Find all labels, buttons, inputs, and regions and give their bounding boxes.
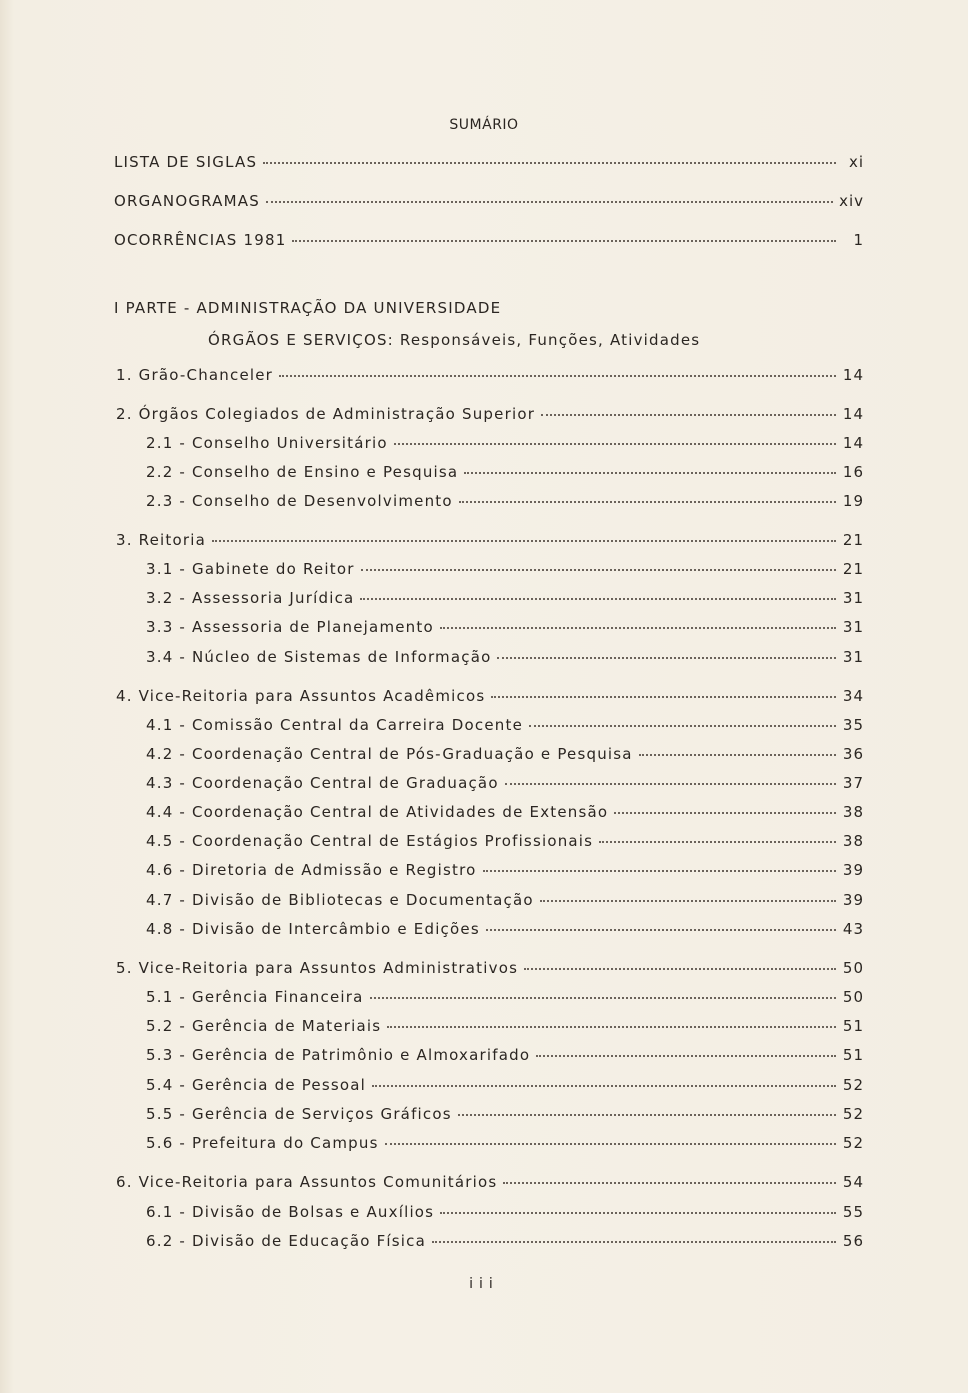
toc-subentry-row [146, 745, 864, 767]
dot-leader [483, 869, 837, 872]
toc-label: 5. Vice-Reitoria para Assuntos Administrativos [116, 959, 519, 977]
toc-label: 5.4 - Gerência de Pessoal [146, 1076, 367, 1094]
dot-leader [370, 996, 836, 999]
dot-leader [505, 782, 836, 785]
toc-subentry-row [146, 1203, 864, 1225]
dot-leader [529, 724, 836, 727]
toc-label: 4.5 - Coordenação Central de Estágios Profissionais [146, 832, 594, 850]
dot-leader [536, 1054, 836, 1057]
toc-label: 5.5 - Gerência de Serviços Gráficos [146, 1105, 452, 1123]
toc-page: 19 [842, 492, 864, 510]
toc-label: ORGANOGRAMAS [114, 192, 260, 210]
dot-leader [614, 811, 836, 814]
toc-subentry-row [146, 434, 864, 456]
toc-label: 4.2 - Coordenação Central de Pós-Graduação e Pesquisa [146, 745, 633, 763]
toc-subentry-row [146, 1017, 864, 1039]
part-subheading: ÓRGÃOS E SERVIÇOS: Responsáveis, Funções, Atividades [208, 331, 701, 349]
toc-label: LISTA DE SIGLAS [114, 153, 258, 171]
toc-page: 36 [842, 745, 864, 763]
toc-page: 31 [842, 648, 864, 666]
dot-leader [279, 374, 836, 377]
toc-subentry-row [146, 803, 864, 825]
dot-leader [497, 656, 836, 659]
dot-leader [360, 597, 836, 600]
toc-page: 52 [842, 1076, 864, 1094]
dot-leader [387, 1025, 836, 1028]
toc-label: OCORRÊNCIAS 1981 [114, 231, 287, 249]
toc-subentry-row [146, 560, 864, 582]
toc-label: 2.1 - Conselho Universitário [146, 434, 388, 452]
toc-page: 50 [842, 959, 864, 977]
toc-label: 1. Grão-Chanceler [116, 366, 274, 384]
toc-subentry-row [146, 716, 864, 738]
toc-row-front [114, 231, 864, 253]
dot-leader [266, 200, 833, 203]
toc-subentry-row [146, 1232, 864, 1254]
dot-leader [486, 928, 836, 931]
dot-leader [599, 840, 836, 843]
page-number-footer: iii [469, 1276, 499, 1292]
dot-leader [541, 413, 836, 416]
toc-label: 4.1 - Comissão Central da Carreira Docente [146, 716, 524, 734]
dot-leader [464, 471, 836, 474]
toc-label: 5.1 - Gerência Financeira [146, 988, 364, 1006]
toc-label: 5.2 - Gerência de Materiais [146, 1017, 382, 1035]
toc-label: 3.3 - Assessoria de Planejamento [146, 618, 434, 636]
toc-page: 38 [842, 832, 864, 850]
toc-page: 14 [842, 434, 864, 452]
toc-page: 31 [842, 618, 864, 636]
toc-subentry-row [146, 492, 864, 514]
toc-page: 35 [842, 716, 864, 734]
toc-label: 2.2 - Conselho de Ensino e Pesquisa [146, 463, 459, 481]
toc-page: 31 [842, 589, 864, 607]
toc-subentry-row [146, 988, 864, 1010]
toc-label: 6.2 - Divisão de Educação Física [146, 1232, 426, 1250]
dot-leader [440, 626, 836, 629]
toc-page: 50 [842, 988, 864, 1006]
toc-label: 3. Reitoria [116, 531, 207, 549]
toc-entry-row [116, 687, 864, 709]
toc-label: 3.1 - Gabinete do Reitor [146, 560, 355, 578]
toc-page: xiv [839, 192, 864, 210]
toc-page: 38 [842, 803, 864, 821]
toc-label: 2. Órgãos Colegiados de Administração Superior [116, 405, 536, 423]
toc-label: 5.6 - Prefeitura do Campus [146, 1134, 379, 1152]
dot-leader [458, 1113, 836, 1116]
dot-leader [491, 695, 836, 698]
dot-leader [432, 1240, 836, 1243]
toc-entry-row [116, 405, 864, 427]
toc-page: 14 [842, 366, 864, 384]
dot-leader [372, 1084, 836, 1087]
toc-page: 43 [842, 920, 864, 938]
toc-subentry-row [146, 648, 864, 670]
toc-label: 4. Vice-Reitoria para Assuntos Acadêmicos [116, 687, 486, 705]
toc-page: 51 [842, 1046, 864, 1064]
dot-leader [394, 442, 836, 445]
toc-label: 4.4 - Coordenação Central de Atividades de Extensão [146, 803, 609, 821]
toc-page: xi [848, 153, 864, 171]
toc-label: 6. Vice-Reitoria para Assuntos Comunitários [116, 1173, 498, 1191]
toc-row-front [114, 192, 864, 214]
toc-label: 4.3 - Coordenação Central de Graduação [146, 774, 499, 792]
dot-leader [263, 161, 836, 164]
toc-page: 21 [842, 531, 864, 549]
toc-page: 14 [842, 405, 864, 423]
toc-row-front [114, 153, 864, 175]
dot-leader [292, 239, 836, 242]
dot-leader [639, 753, 836, 756]
toc-page: 21 [842, 560, 864, 578]
toc-page: 52 [842, 1105, 864, 1123]
toc-page: 54 [842, 1173, 864, 1191]
toc-label: 3.4 - Núcleo de Sistemas de Informação [146, 648, 492, 666]
toc-page: 37 [842, 774, 864, 792]
toc-label: 4.7 - Divisão de Bibliotecas e Documentação [146, 891, 534, 909]
toc-subentry-row [146, 891, 864, 913]
toc-subentry-row [146, 618, 864, 640]
toc-label: 3.2 - Assessoria Jurídica [146, 589, 355, 607]
toc-entry-row [116, 531, 864, 553]
toc-page: 51 [842, 1017, 864, 1035]
dot-leader [440, 1211, 836, 1214]
toc-entry-row [116, 366, 864, 388]
dot-leader [540, 899, 836, 902]
toc-subentry-row [146, 1134, 864, 1156]
toc-page: 56 [842, 1232, 864, 1250]
toc-page: 1 [853, 231, 864, 249]
toc-page: 39 [842, 891, 864, 909]
dot-leader [503, 1181, 836, 1184]
toc-page: 16 [842, 463, 864, 481]
toc-label: 2.3 - Conselho de Desenvolvimento [146, 492, 453, 510]
part-heading: I PARTE - ADMINISTRAÇÃO DA UNIVERSIDADE [114, 299, 502, 317]
toc-subentry-row [146, 1105, 864, 1127]
toc-page: 39 [842, 861, 864, 879]
toc-entry-row [116, 1173, 864, 1195]
toc-subentry-row [146, 861, 864, 883]
dot-leader [212, 539, 836, 542]
toc-page: 52 [842, 1134, 864, 1152]
toc-entry-row [116, 959, 864, 981]
dot-leader [361, 568, 836, 571]
toc-label: 5.3 - Gerência de Patrimônio e Almoxarifado [146, 1046, 531, 1064]
toc-subentry-row [146, 832, 864, 854]
toc-subentry-row [146, 1076, 864, 1098]
toc-label: 4.8 - Divisão de Intercâmbio e Edições [146, 920, 480, 938]
toc-subentry-row [146, 589, 864, 611]
page-title: SUMÁRIO [449, 117, 519, 133]
toc-subentry-row [146, 920, 864, 942]
toc-page: 34 [842, 687, 864, 705]
toc-page: 55 [842, 1203, 864, 1221]
toc-subentry-row [146, 774, 864, 796]
toc-subentry-row [146, 463, 864, 485]
toc-label: 6.1 - Divisão de Bolsas e Auxílios [146, 1203, 435, 1221]
dot-leader [459, 500, 836, 503]
dot-leader [385, 1142, 836, 1145]
toc-subentry-row [146, 1046, 864, 1068]
toc-label: 4.6 - Diretoria de Admissão e Registro [146, 861, 477, 879]
dot-leader [524, 967, 836, 970]
